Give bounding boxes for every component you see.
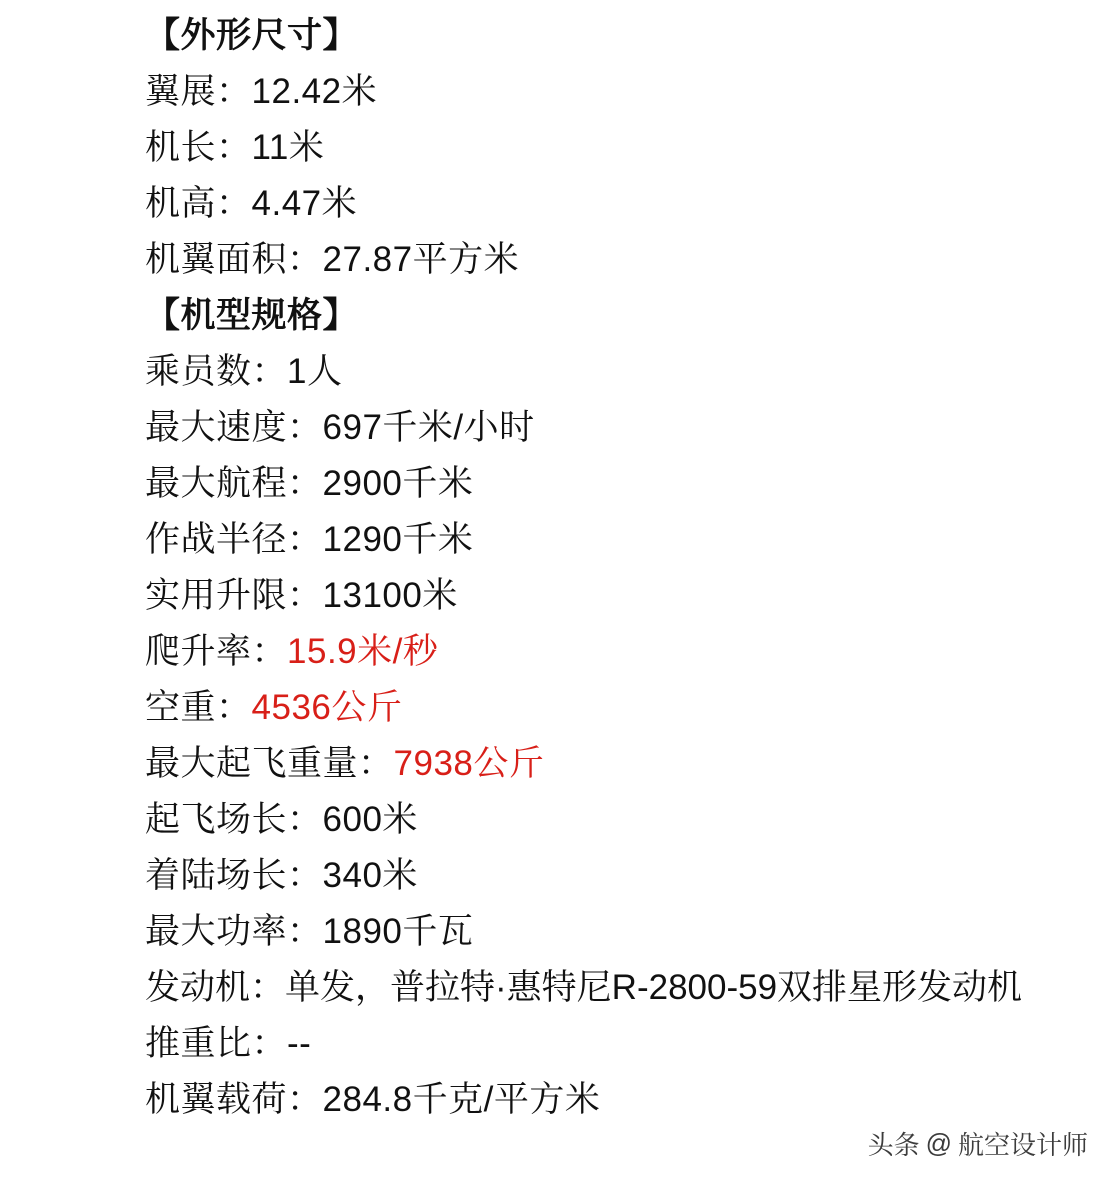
spec-row bbox=[145, 232, 1075, 288]
spec-label: 最大功率： bbox=[145, 912, 323, 951]
spec-label: 作战半径： bbox=[145, 520, 323, 559]
spec-row bbox=[145, 568, 1075, 624]
spec-value: 13100米 bbox=[322, 576, 458, 615]
spec-label: 推重比： bbox=[145, 1024, 288, 1063]
spec-row bbox=[145, 456, 1075, 512]
spec-value: 600米 bbox=[322, 800, 418, 839]
spec-value: 1人 bbox=[287, 352, 343, 391]
spec-label: 实用升限： bbox=[145, 576, 323, 615]
spec-row bbox=[145, 1016, 1075, 1072]
section-heading-model bbox=[145, 288, 1075, 344]
spec-value: -- bbox=[287, 1024, 312, 1063]
spec-value: 697千米/小时 bbox=[322, 408, 535, 447]
watermark bbox=[868, 1125, 1088, 1162]
spec-row bbox=[145, 792, 1075, 848]
spec-row bbox=[145, 176, 1075, 232]
spec-value: 单发，普拉特·惠特尼R-2800-59双排星形发动机 bbox=[285, 968, 1023, 1007]
spec-label: 最大起飞重量： bbox=[145, 744, 394, 783]
spec-row bbox=[145, 120, 1075, 176]
spec-label: 机高： bbox=[145, 184, 252, 223]
spec-value: 27.87平方米 bbox=[322, 240, 520, 279]
spec-label: 翼展： bbox=[145, 72, 252, 111]
spec-value: 2900千米 bbox=[322, 464, 474, 503]
spec-label: 空重： bbox=[145, 688, 252, 727]
spec-label: 最大航程： bbox=[145, 464, 323, 503]
spec-value: 1290千米 bbox=[322, 520, 474, 559]
watermark-author: 航空设计师 bbox=[957, 1130, 1088, 1160]
spec-value: 1890千瓦 bbox=[322, 912, 474, 951]
spec-value: 4.47米 bbox=[251, 184, 358, 223]
section-heading-text: 【机型规格】 bbox=[145, 296, 359, 335]
section-heading-dimensions bbox=[145, 8, 1075, 64]
spec-row bbox=[145, 736, 1075, 792]
spec-row bbox=[145, 904, 1075, 960]
spec-row bbox=[145, 400, 1075, 456]
spec-value-highlight: 7938公斤 bbox=[393, 744, 545, 783]
spec-label: 起飞场长： bbox=[145, 800, 323, 839]
spec-list bbox=[145, 8, 1075, 1128]
spec-row bbox=[145, 1072, 1075, 1128]
spec-row bbox=[145, 680, 1075, 736]
spec-value: 12.42米 bbox=[251, 72, 378, 111]
spec-row bbox=[145, 512, 1075, 568]
spec-label: 发动机： bbox=[145, 968, 286, 1007]
watermark-at-symbol: @ bbox=[925, 1128, 952, 1158]
spec-label: 爬升率： bbox=[145, 632, 288, 671]
spec-label: 乘员数： bbox=[145, 352, 288, 391]
spec-value-highlight: 4536公斤 bbox=[251, 688, 403, 727]
spec-label: 机长： bbox=[145, 128, 252, 167]
spec-row-engine bbox=[145, 960, 1075, 1016]
section-heading-text: 【外形尺寸】 bbox=[145, 16, 359, 55]
spec-label: 最大速度： bbox=[145, 408, 323, 447]
spec-row bbox=[145, 64, 1075, 120]
watermark-source: 头条 bbox=[867, 1130, 920, 1160]
spec-value: 340米 bbox=[322, 856, 418, 895]
spec-label: 机翼面积： bbox=[145, 240, 323, 279]
spec-value-highlight: 15.9米/秒 bbox=[287, 632, 439, 671]
spec-label: 着陆场长： bbox=[145, 856, 323, 895]
spec-value: 11米 bbox=[251, 128, 325, 167]
spec-row bbox=[145, 848, 1075, 904]
spec-row bbox=[145, 624, 1075, 680]
spec-label: 机翼载荷： bbox=[145, 1080, 323, 1119]
spec-value: 284.8千克/平方米 bbox=[322, 1080, 601, 1119]
spec-row bbox=[145, 344, 1075, 400]
